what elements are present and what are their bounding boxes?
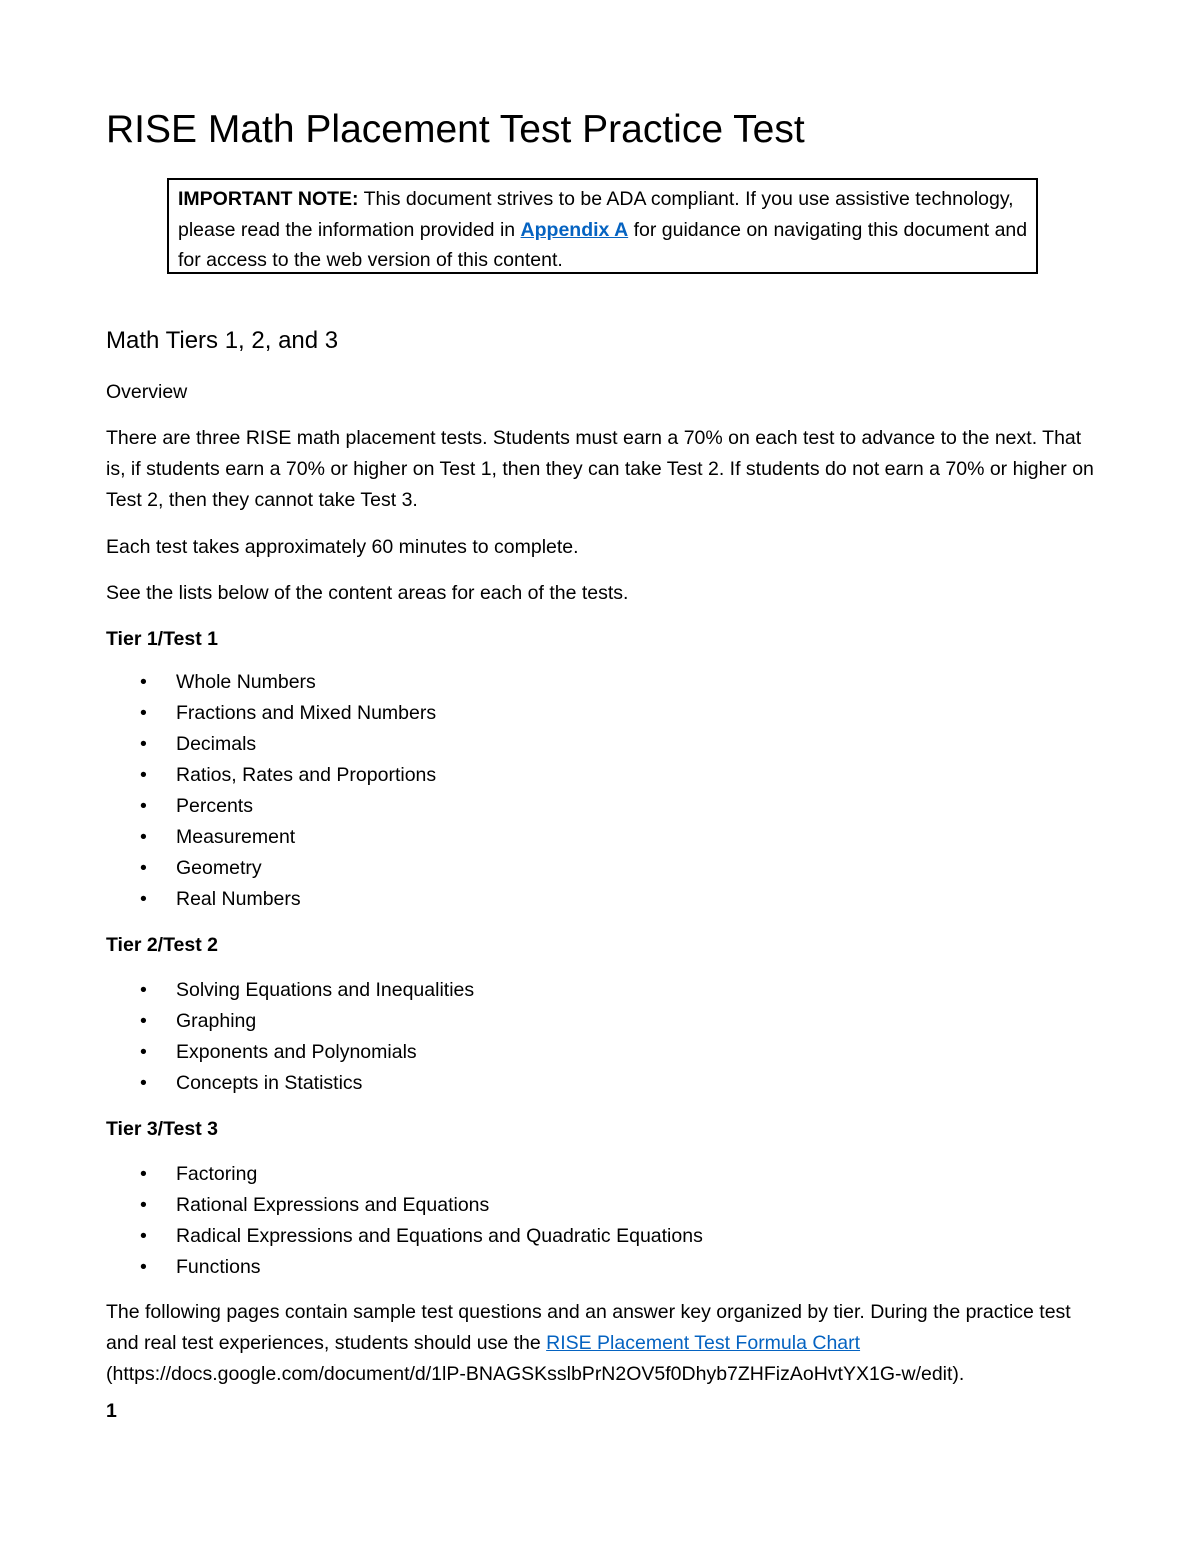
note-label: IMPORTANT NOTE:: [178, 188, 359, 210]
bullet-icon: •: [140, 979, 147, 1001]
bullet-icon: •: [140, 795, 147, 817]
bullet-icon: •: [140, 733, 147, 755]
bullet-icon: •: [140, 1072, 147, 1094]
list-item: • Decimals: [140, 729, 436, 760]
page-number: 1: [106, 1400, 117, 1422]
list-item: • Percents: [140, 791, 436, 822]
list-item: • Whole Numbers: [140, 667, 436, 698]
closing-paragraph: [106, 1297, 1096, 1390]
tier-3-heading: Tier 3/Test 3: [106, 1118, 219, 1140]
bullet-icon: •: [140, 888, 147, 910]
document-title: RISE Math Placement Test Practice Test: [106, 108, 805, 151]
bullet-icon: •: [140, 826, 147, 848]
section-heading: Math Tiers 1, 2, and 3: [106, 327, 339, 354]
overview-label: Overview: [106, 381, 188, 403]
list-item: • Measurement: [140, 822, 436, 853]
appendix-a-link[interactable]: Appendix A: [520, 218, 629, 241]
list-item: • Radical Expressions and Equations and Quadratic Equations: [140, 1221, 703, 1252]
duration-paragraph: Each test takes approximately 60 minutes to complete.: [106, 536, 579, 558]
bullet-icon: •: [140, 1194, 147, 1216]
tier-2-heading: Tier 2/Test 2: [106, 934, 219, 956]
important-note-box: [167, 178, 1038, 274]
list-item: • Real Numbers: [140, 884, 436, 915]
list-item: • Functions: [140, 1252, 703, 1283]
bullet-icon: •: [140, 1163, 147, 1185]
bullet-icon: •: [140, 1256, 147, 1278]
bullet-icon: •: [140, 857, 147, 879]
tier-3-list: [140, 1159, 703, 1283]
bullet-icon: •: [140, 1041, 147, 1063]
formula-chart-link[interactable]: RISE Placement Test Formula Chart: [546, 1332, 861, 1354]
intro-paragraph: There are three RISE math placement tests. Students must earn a 70% on each test to advance to the next. That is, if students earn a 70% or higher on Test 1, then they can take Test 2. If students do not earn a 70% or higher on Test 2, then they cannot take Test 3.: [106, 427, 1094, 511]
tier-2-list: [140, 975, 474, 1099]
list-item: • Geometry: [140, 853, 436, 884]
list-item: • Rational Expressions and Equations: [140, 1190, 703, 1221]
see-lists-paragraph: See the lists below of the content areas for each of the tests.: [106, 582, 629, 604]
closing-text-start: The following pages contain sample test questions and an answer key organized by tier. During the practice test and real test experiences, students should use the: [106, 1301, 1071, 1354]
list-item: • Fractions and Mixed Numbers: [140, 698, 436, 729]
list-item: • Exponents and Polynomials: [140, 1037, 474, 1068]
bullet-icon: •: [140, 1225, 147, 1247]
bullet-icon: •: [140, 1010, 147, 1032]
note-text-start: This document strives to be ADA compliant. If you use assistive technology, please read the information provided in: [178, 188, 1014, 241]
bullet-icon: •: [140, 764, 147, 786]
note-text-end: for guidance on navigating this document and for access to the web version of this content.: [178, 218, 1028, 271]
list-item: • Factoring: [140, 1159, 703, 1190]
list-item: • Graphing: [140, 1006, 474, 1037]
bullet-icon: •: [140, 671, 147, 693]
list-item: • Concepts in Statistics: [140, 1068, 474, 1099]
closing-text-end: (https://docs.google.com/document/d/1lP-BNAGSKsslbPrN2OV5f0Dhyb7ZHFizAoHvtYX1G-w/edit).: [106, 1363, 965, 1385]
list-item: • Ratios, Rates and Proportions: [140, 760, 436, 791]
tier-1-heading: Tier 1/Test 1: [106, 628, 219, 650]
list-item: • Solving Equations and Inequalities: [140, 975, 474, 1006]
tier-1-list: [140, 667, 436, 915]
bullet-icon: •: [140, 702, 147, 724]
